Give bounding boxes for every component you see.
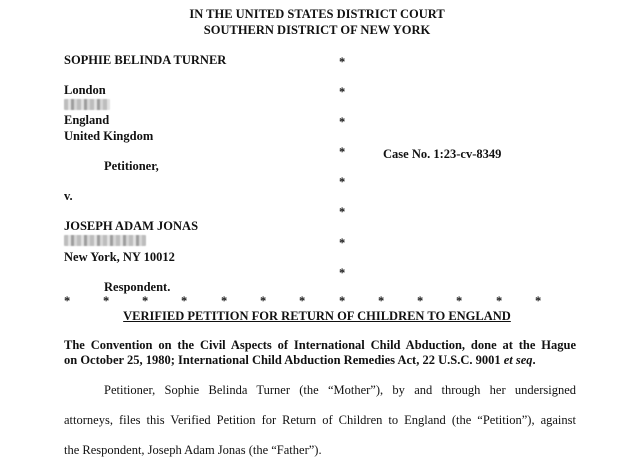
- caption-star: *: [221, 294, 228, 308]
- respondent-city-state: New York, NY 10012: [64, 250, 175, 264]
- caption-star: *: [142, 294, 149, 308]
- case-number: Case No. 1:23-cv-8349: [383, 147, 502, 161]
- court-heading-line2: SOUTHERN DISTRICT OF NEW YORK: [203, 23, 431, 37]
- petition-title: VERIFIED PETITION FOR RETURN OF CHILDREN TO ENGLAND: [123, 309, 511, 323]
- caption-star: *: [64, 294, 71, 308]
- petitioner-name: SOPHIE BELINDA TURNER: [64, 53, 227, 67]
- body-line3: the Respondent, Joseph Adam Jonas (the “Father”).: [64, 443, 322, 457]
- caption-star: *: [339, 145, 346, 159]
- caption-star: *: [417, 294, 424, 308]
- caption-star: *: [339, 55, 346, 69]
- convention-line2-italic: et seq: [503, 353, 533, 367]
- caption-star: *: [339, 236, 346, 250]
- caption-star: *: [456, 294, 463, 308]
- caption-star: *: [260, 294, 267, 308]
- body-line2: attorneys, files this Verified Petition for Return of Children to England (the “Petition”), against: [64, 413, 576, 427]
- petitioner-region: England: [64, 113, 110, 127]
- convention-line2: [64, 353, 536, 368]
- caption-star: *: [339, 205, 346, 219]
- convention-line2-end: .: [532, 353, 536, 367]
- caption-star: *: [181, 294, 188, 308]
- caption-star: *: [496, 294, 503, 308]
- caption-star: *: [339, 175, 346, 189]
- caption-star: *: [339, 294, 346, 308]
- caption-star: *: [535, 294, 542, 308]
- redacted-address-petitioner: [64, 99, 110, 110]
- respondent-role: Respondent.: [104, 280, 171, 294]
- convention-line1: The Convention on the Civil Aspects of International Child Abduction, done at the Hague: [64, 338, 576, 352]
- caption-star: *: [339, 115, 346, 129]
- petitioner-role: Petitioner,: [104, 159, 159, 173]
- versus-label: v.: [64, 189, 73, 203]
- court-heading-line1: IN THE UNITED STATES DISTRICT COURT: [189, 7, 445, 21]
- redacted-address-respondent: [64, 235, 146, 246]
- caption-star: *: [378, 294, 385, 308]
- caption-star: *: [299, 294, 306, 308]
- convention-line2-main: on October 25, 1980; International Child Abduction Remedies Act, 22 U.S.C. 9001: [64, 353, 504, 367]
- body-line1: Petitioner, Sophie Belinda Turner (the “Mother”), by and through her undersigned: [104, 383, 576, 397]
- petitioner-city: London: [64, 83, 106, 97]
- petitioner-country: United Kingdom: [64, 129, 154, 143]
- caption-star: *: [339, 266, 346, 280]
- caption-star: *: [339, 85, 346, 99]
- respondent-name: JOSEPH ADAM JONAS: [64, 219, 199, 233]
- caption-star: *: [103, 294, 110, 308]
